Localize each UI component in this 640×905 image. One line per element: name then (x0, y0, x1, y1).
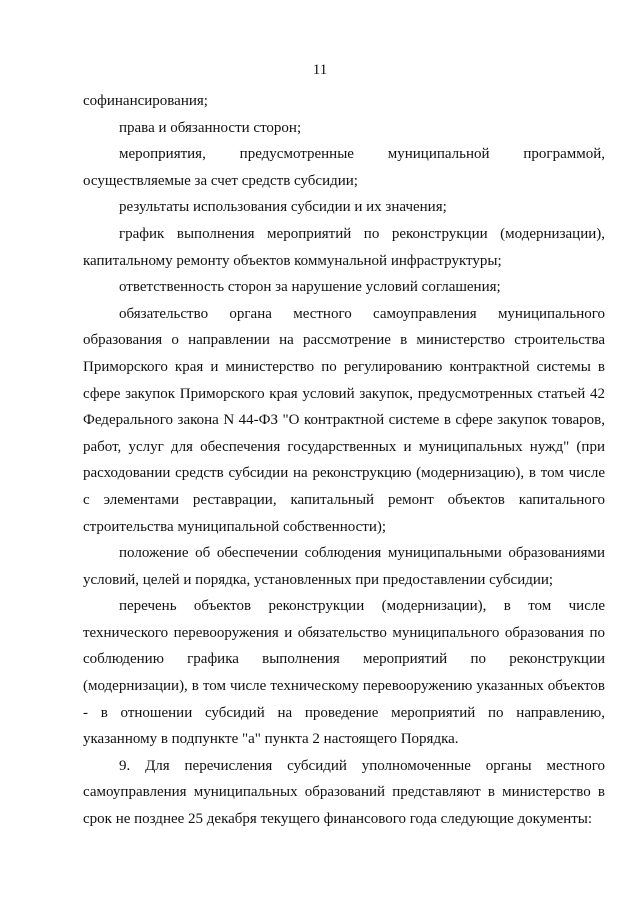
paragraph-compliance-provision: положение об обеспечении соблюдения муниципальными образованиями условий, целей и порядка, установленных при предоставлении субсидии; (83, 545, 605, 588)
document-body (83, 88, 605, 833)
paragraph-item-9: 9. Для перечисления субсидий уполномоченные органы местного самоуправления муниципальных образований представляют в министерство в срок не позднее 25 декабря текущего финансового года следующие документы: (83, 757, 605, 828)
paragraph-rights-obligations: права и обязанности сторон; (119, 119, 302, 136)
paragraph-cofinancing: софинансирования; (83, 93, 208, 109)
page-number: 11 (312, 62, 328, 78)
paragraph-responsibility: ответственность сторон за нарушение условий соглашения; (119, 279, 501, 296)
paragraph-schedule: график выполнения мероприятий по реконструкции (модернизации), капитальному ремонту объектов коммунальной инфраструктуры; (83, 225, 605, 269)
paragraph-objects-list: перечень объектов реконструкции (модернизации), в том числе технического перевооружения и обязательство муниципального образования по соблюдению графика выполнения мероприятий по реконструкции (модернизации), в том числе техническому перевооружению указанных объектов - в отношении субсидий на проведение мероприятий по направлению, указанному в подпункте "а" пункта 2 настоящего Порядка. (83, 598, 605, 748)
paragraph-activities: мероприятия, предусмотренные муниципальной программой, осуществляемые за счет средств субсидии; (83, 146, 605, 189)
paragraph-obligation: обязательство органа местного самоуправления муниципального образования о направлении на рассмотрение в министерство строительства Приморского края и министерство по регулированию контрактной системы в сфере закупок Приморского края условий закупок, предусмотренных статьей 42 Федерального закона N 44-ФЗ "О контрактной системе в сфере закупок товаров, работ, услуг для обеспечения государственных и муниципальных нужд" (при расходовании средств субсидии на реконструкцию (модернизацию), в том числе с элементами реставрации, капитальный ремонт объектов капитального строительства муниципальной собственности); (83, 305, 605, 535)
paragraph-results: результаты использования субсидии и их значения; (119, 199, 447, 216)
